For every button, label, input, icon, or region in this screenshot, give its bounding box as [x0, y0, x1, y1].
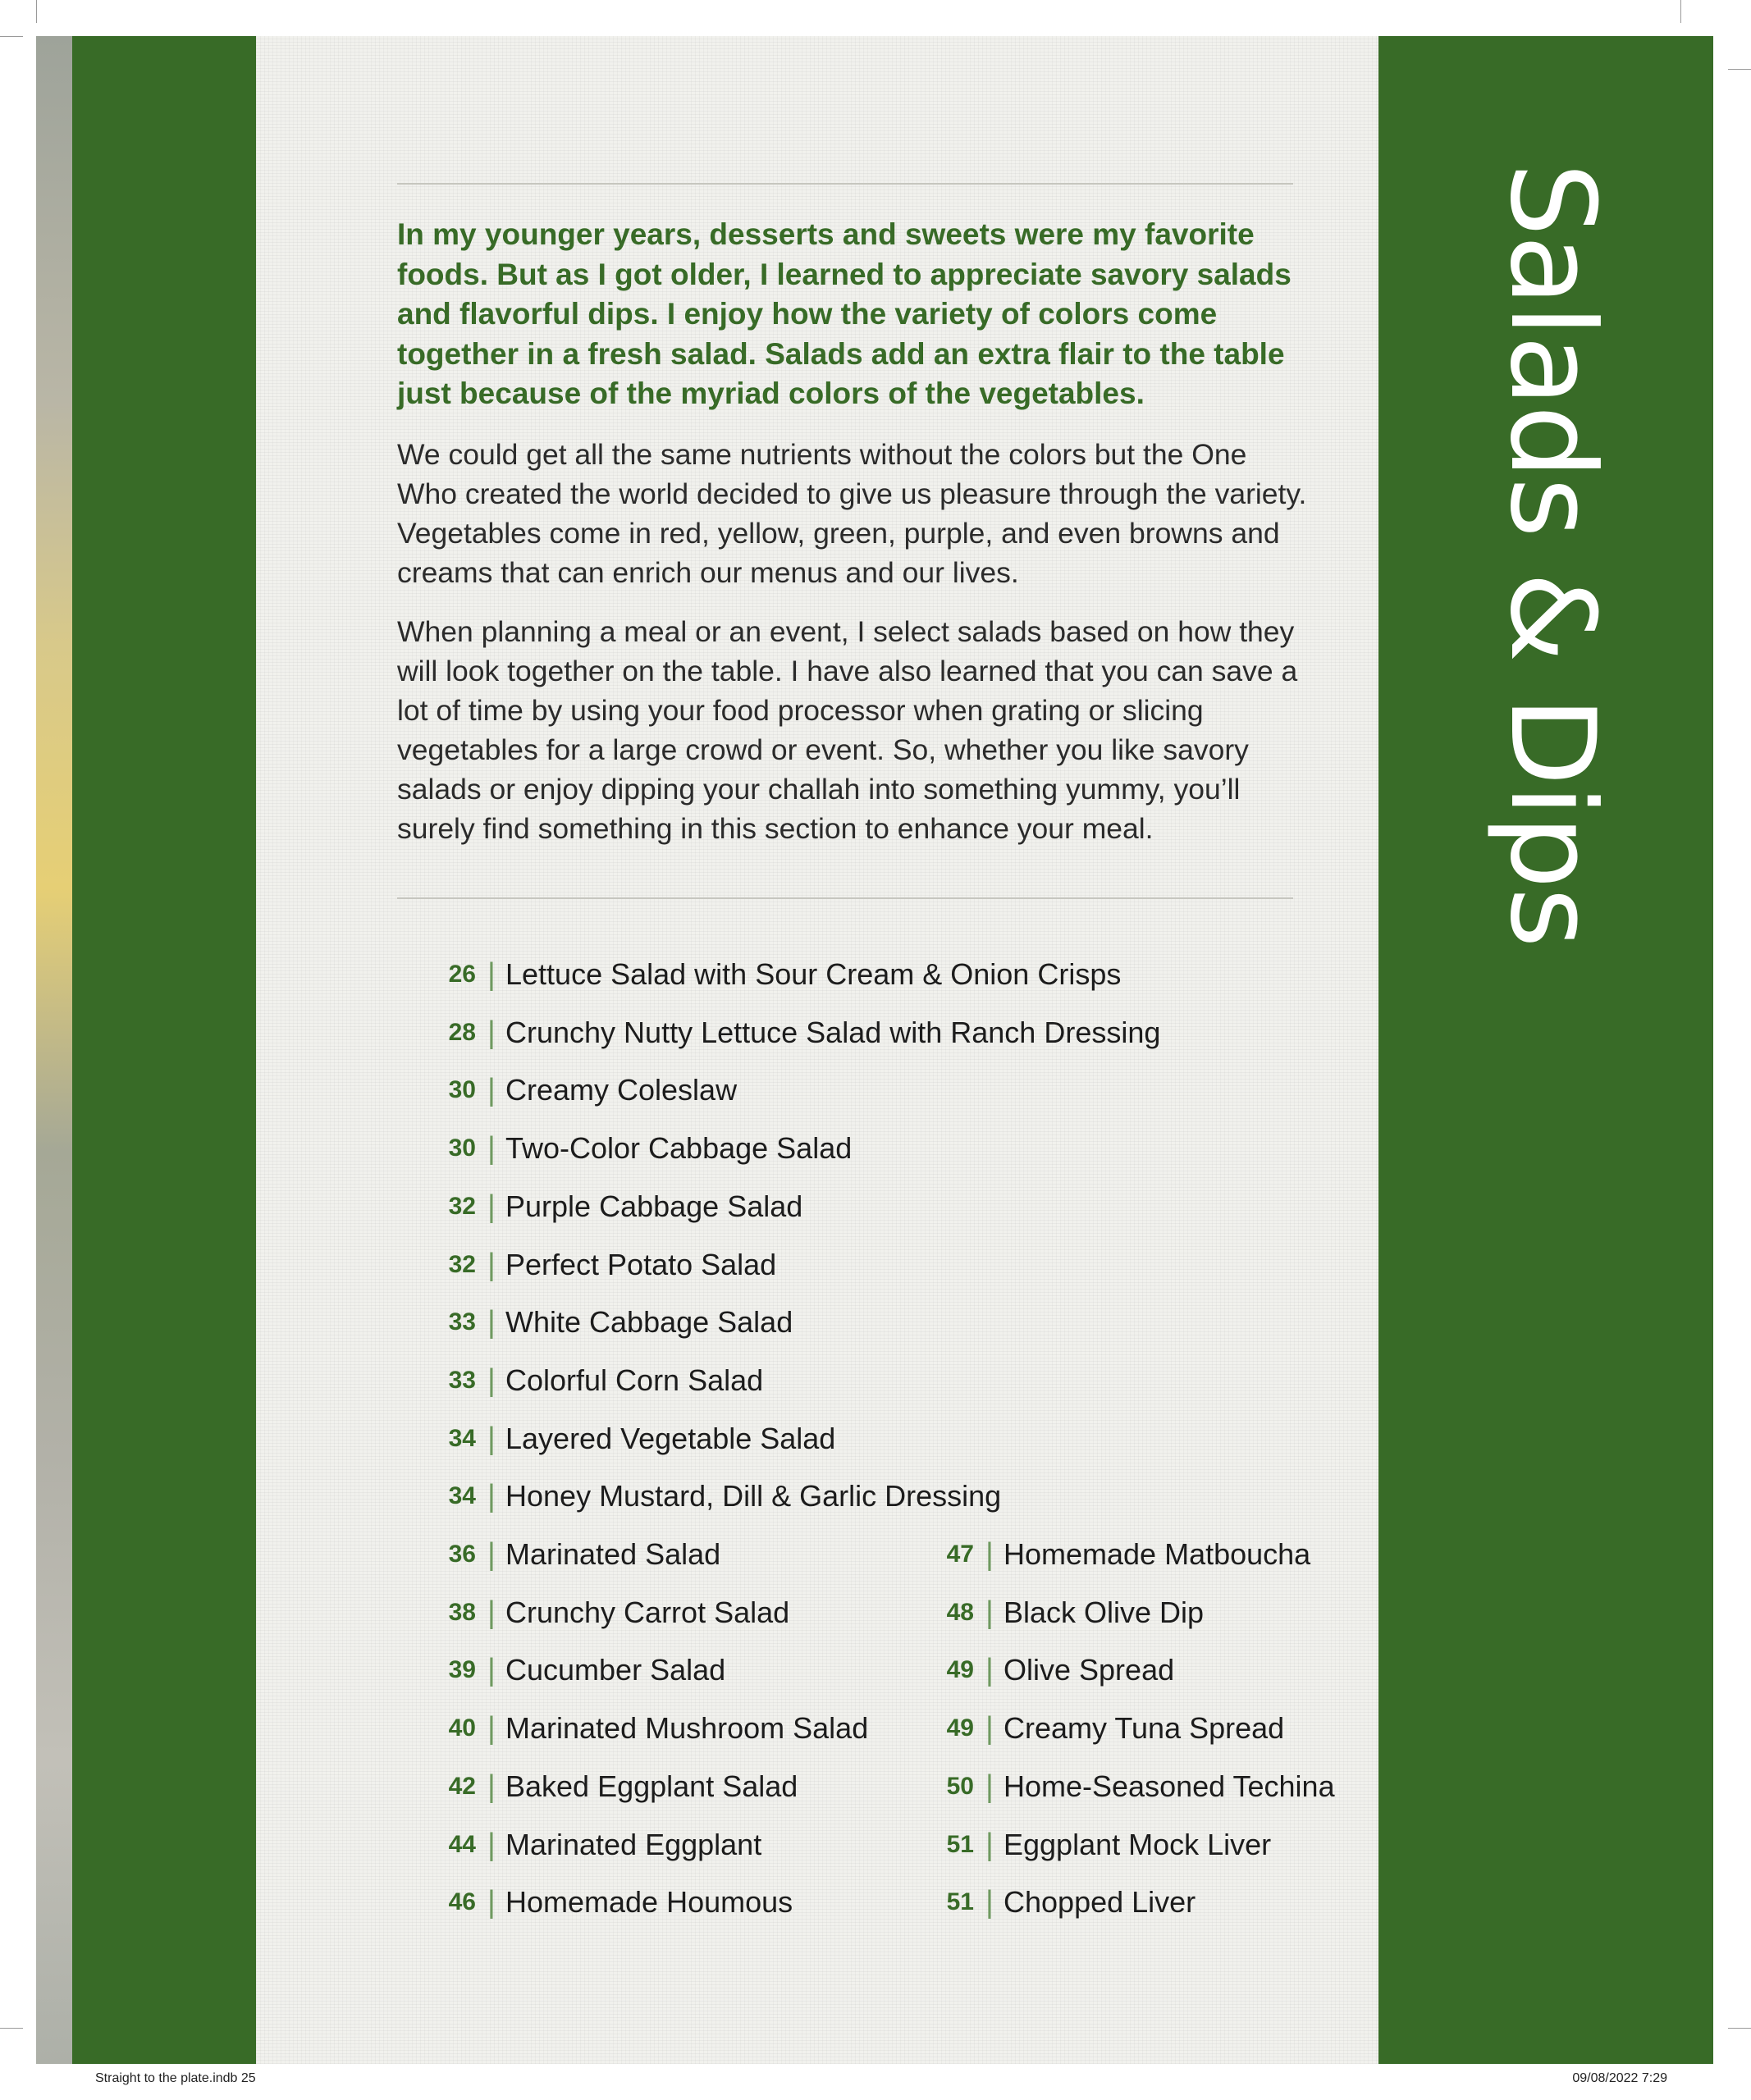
toc-page-number: 50: [946, 1772, 974, 1800]
toc-recipe-title: Colorful Corn Salad: [505, 1363, 764, 1397]
toc-separator: |: [985, 1769, 994, 1804]
toc-recipe-title: Homemade Matboucha: [1004, 1537, 1311, 1571]
toc-separator: |: [487, 1595, 496, 1630]
toc-recipe-title: White Cabbage Salad: [505, 1305, 793, 1340]
intro-paragraph-2: We could get all the same nutrients without the colors but the One Who created the world decided to give us pleasure through the variety. Vegetables come in red, yellow, green, purple, and even browns and creams that can enrich our menus and our lives.: [397, 438, 1307, 589]
toc-recipe-title: Honey Mustard, Dill & Garlic Dressing: [505, 1479, 1002, 1513]
toc-separator: |: [487, 1885, 496, 1920]
toc-recipe-title: Creamy Tuna Spread: [1004, 1711, 1285, 1746]
food-photo-strip: [36, 36, 72, 2064]
toc-page-number: 39: [448, 1656, 476, 1684]
crop-mark: [1680, 0, 1681, 23]
toc-recipe-title: Lettuce Salad with Sour Cream & Onion Crisps: [505, 957, 1122, 991]
toc-page-number: 38: [448, 1598, 476, 1626]
toc-separator: |: [487, 1247, 496, 1282]
intro-bold-paragraph: In my younger years, desserts and sweets were my favorite foods. But as I got older, I learned to appreciate savory salads and flavorful dips. I enjoy how the variety of colors come together in a fresh salad. Salads add an extra flair to the table just because of the myriad colors of the vegetables.: [397, 217, 1292, 410]
toc-separator: |: [487, 1015, 496, 1050]
toc-page-number: 51: [946, 1888, 974, 1916]
toc-page-number: 42: [448, 1772, 476, 1800]
toc-separator: |: [985, 1885, 994, 1920]
toc-recipe-title: Olive Spread: [1004, 1653, 1175, 1687]
toc-page-number: 36: [448, 1541, 476, 1568]
toc-page-number: 34: [448, 1482, 476, 1510]
toc-separator: |: [487, 1131, 496, 1166]
toc-recipe-title: Homemade Houmous: [505, 1885, 793, 1920]
toc-separator: |: [985, 1537, 994, 1572]
toc-recipe-title: Marinated Mushroom Salad: [505, 1711, 869, 1746]
toc-recipe-title: Crunchy Carrot Salad: [505, 1595, 790, 1629]
toc-page-number: 34: [448, 1424, 476, 1452]
chapter-title-vertical: [1453, 162, 1650, 1147]
toc-page-number: 33: [448, 1308, 476, 1336]
toc-page-number: 46: [448, 1888, 476, 1916]
toc-separator: |: [487, 1537, 496, 1572]
toc-page-number: 32: [448, 1250, 476, 1278]
toc-separator: |: [487, 1479, 496, 1514]
crop-mark: [1728, 69, 1751, 70]
toc-recipe-title: Black Olive Dip: [1004, 1595, 1205, 1629]
toc-recipe-title: Cucumber Salad: [505, 1653, 726, 1687]
toc-separator: |: [985, 1827, 994, 1862]
toc-page-number: 44: [448, 1830, 476, 1858]
toc-separator: |: [487, 1073, 496, 1108]
toc-separator: |: [487, 1769, 496, 1804]
toc-separator: |: [985, 1653, 994, 1688]
toc-page-number: 51: [946, 1830, 974, 1858]
toc-recipe-title: Perfect Potato Salad: [505, 1247, 777, 1281]
toc-page-number: 28: [448, 1018, 476, 1046]
crop-mark: [36, 0, 37, 23]
toc-recipe-title: Layered Vegetable Salad: [505, 1421, 836, 1455]
footer-file-info: Straight to the plate.indb 25: [95, 2071, 256, 2085]
toc-separator: |: [487, 1189, 496, 1224]
toc-recipe-title: Home-Seasoned Techina: [1004, 1769, 1335, 1803]
toc-separator: |: [487, 1711, 496, 1746]
toc-page-number: 30: [448, 1076, 476, 1104]
toc-separator: |: [487, 957, 496, 992]
toc-page-number: 30: [448, 1134, 476, 1162]
toc-separator: |: [487, 1363, 496, 1398]
toc-page-number: 40: [448, 1714, 476, 1742]
toc-separator: |: [487, 1421, 496, 1456]
toc-page-number: 48: [946, 1598, 974, 1626]
toc-page-number: 49: [946, 1714, 974, 1742]
crop-mark: [0, 36, 23, 37]
toc-separator: |: [487, 1827, 496, 1862]
crop-mark: [1728, 2028, 1751, 2029]
toc-recipe-title: Eggplant Mock Liver: [1004, 1827, 1272, 1861]
toc-recipe-title: Two-Color Cabbage Salad: [505, 1131, 853, 1166]
top-divider: [397, 183, 1293, 185]
toc-page-number: 33: [448, 1366, 476, 1394]
toc-page-number: 49: [946, 1656, 974, 1684]
toc-page-number: 47: [946, 1541, 974, 1568]
toc-recipe-title: Baked Eggplant Salad: [505, 1769, 798, 1803]
toc-recipe-title: Chopped Liver: [1004, 1885, 1196, 1920]
crop-mark: [0, 2028, 23, 2029]
toc-separator: |: [985, 1711, 994, 1746]
toc-page-number: 26: [448, 961, 476, 988]
toc-recipe-title: Marinated Salad: [505, 1537, 721, 1571]
toc-separator: |: [985, 1595, 994, 1630]
toc-recipe-title: Purple Cabbage Salad: [505, 1189, 803, 1223]
chapter-title: Salads & Dips: [1484, 162, 1620, 947]
toc-recipe-title: Marinated Eggplant: [505, 1827, 762, 1861]
toc-recipe-title: Crunchy Nutty Lettuce Salad with Ranch Dressing: [505, 1015, 1161, 1049]
toc-separator: |: [487, 1653, 496, 1688]
toc-page-number: 32: [448, 1192, 476, 1220]
footer-timestamp: 09/08/2022 7:29: [1572, 2071, 1667, 2085]
middle-divider: [397, 897, 1293, 899]
toc-separator: |: [487, 1305, 496, 1340]
intro-paragraph-3: When planning a meal or an event, I select salads based on how they will look together on the table. I have also learned that you can save a lot of time by using your food processor when grating or slicing vegetables for a large crowd or event. So, whether you like savory salads or enjoy dipping your challah into something yummy, you’ll surely find something in this section to enhance your meal.: [397, 615, 1298, 845]
toc-recipe-title: Creamy Coleslaw: [505, 1073, 738, 1107]
left-green-band: [72, 36, 256, 2064]
